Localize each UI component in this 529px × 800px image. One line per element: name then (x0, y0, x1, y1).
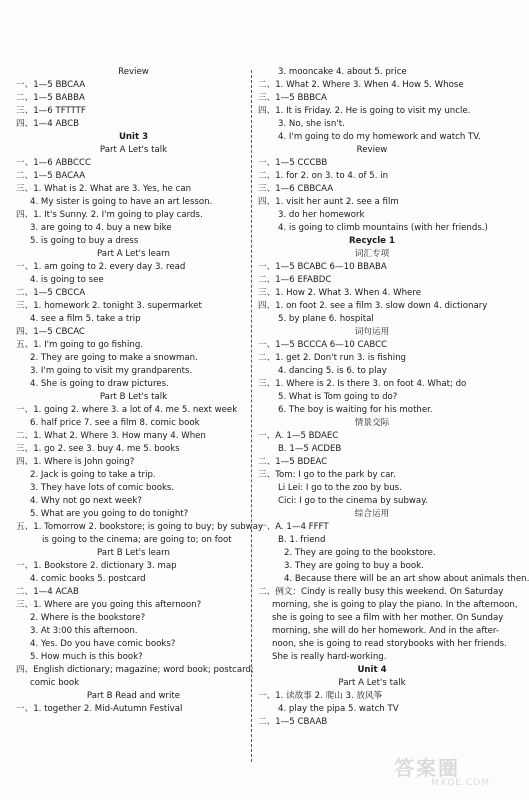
answer-line: 二、1—5 CBAAB (258, 717, 328, 727)
answer-line: morning, she will do her homework. And in the after- (272, 626, 499, 636)
answer-line: she is going to see a film with her mother. On Sunday (272, 613, 504, 623)
answer-line: 三、Tom: I go to the park by car. (258, 470, 396, 480)
section-heading: 情景交际 (354, 418, 390, 428)
answer-line: 二、1—6 EFABDC (258, 275, 332, 285)
answer-line: 二、1. What 2. Where 3. How many 4. When (16, 431, 206, 441)
answer-line: 三、1—5 BBBCA (258, 93, 327, 103)
watermark-logo: 答案圈 MXQE.COM (394, 756, 490, 788)
section-heading: Part B Let's talk (99, 392, 168, 402)
answer-line: 3. At 3:00 this afternoon. (30, 626, 138, 636)
answer-line: 4. Because there will be an art show about animals then. (284, 574, 529, 584)
section-heading: Recycle 1 (349, 236, 395, 246)
answer-line: Cici: I go to the cinema by subway. (278, 496, 428, 506)
section-heading: Part A Let's talk (99, 145, 168, 155)
answer-line: 2. They are going to make a snowman. (30, 353, 198, 363)
section-heading: Part A Let's talk (338, 678, 406, 688)
answer-line: 五、1. Tomorrow 2. bookstore; is going to buy; by subway (16, 522, 264, 532)
section-heading: Part A Let's learn (97, 249, 170, 259)
answer-line: 四、1. It's Sunny. 2. I'm going to play cards. (16, 210, 203, 220)
answer-line: Li Lei: I go to the zoo by bus. (278, 483, 402, 493)
answer-line: B. 1. friend (278, 535, 326, 545)
answer-line: 二、1. What 2. Where 3. When 4. How 5. Whose (258, 80, 464, 90)
answer-line: 3. I'm going to visit my grandparents. (30, 366, 193, 376)
answer-line: 2. They are going to the bookstore. (284, 548, 436, 558)
answer-line: 三、1. homework 2. tonight 3. supermarket (16, 301, 202, 311)
answer-line: 二、1—5 BACAA (16, 171, 86, 181)
answer-line: 4. Why not go next week? (30, 496, 142, 506)
answer-line: 一、1—5 BCABC 6—10 BBABA (258, 262, 387, 272)
answer-line: 3. They have lots of comic books. (30, 483, 175, 493)
answer-line: 4. My sister is going to have an art lesson. (30, 197, 213, 207)
answer-line: 二、1—5 CBCCA (16, 288, 86, 298)
answer-line: 二、1. get 2. Don't run 3. is fishing (258, 353, 406, 363)
answer-line: 2. Jack is going to take a trip. (30, 470, 156, 480)
answer-line: 一、1—5 BBCAA (16, 80, 86, 90)
answer-line: 2. Where is the bookstore? (30, 613, 146, 623)
answer-line: 4. comic books 5. postcard (30, 574, 146, 584)
section-heading: Review (118, 67, 149, 77)
column-divider (251, 70, 252, 762)
answer-line: 一、A. 1—4 FFFT (258, 522, 329, 532)
section-heading: Part B Let's learn (97, 548, 170, 558)
answer-line: comic book (30, 678, 80, 688)
answer-line: She is really hard-working. (272, 652, 387, 662)
answer-line: 三、1. go 2. see 3. buy 4. me 5. books (16, 444, 180, 454)
answer-line: 4. see a film 5. take a trip (30, 314, 141, 324)
answer-line: 二、1. for 2. on 3. to 4. of 5. in (258, 171, 389, 181)
answer-line: 4. She is going to draw pictures. (30, 379, 169, 389)
answer-line: 一、1. together 2. Mid-Autumn Festival (16, 704, 183, 714)
answer-line: 3. mooncake 4. about 5. price (278, 67, 407, 77)
answer-line: 4. play the pipa 5. watch TV (278, 704, 399, 714)
right-column (258, 66, 529, 729)
answer-line: noon, she is going to read storybooks with her friends. (272, 639, 507, 649)
answer-line: 二、例文：Cindy is really busy this weekend. On Saturday (258, 587, 504, 597)
section-heading: Part B Read and write (86, 691, 181, 701)
answer-line: 5. What is Tom going to do? (278, 392, 398, 402)
answer-line: 4. is going to climb mountains (with her friends.) (278, 223, 488, 233)
answer-line: is going to the cinema; are going to; on foot (42, 535, 232, 545)
answer-line: 三、1. What is 2. What are 3. Yes, he can (16, 184, 192, 194)
answer-line: 四、1—4 ABCB (16, 119, 79, 129)
answer-line: 五、1. I'm going to go fishing. (16, 340, 144, 350)
answer-line: 二、1—4 ACAB (16, 587, 79, 597)
answer-line: 一、1. Bookstore 2. dictionary 3. map (16, 561, 177, 571)
answer-line: 6. The boy is waiting for his mother. (278, 405, 433, 415)
answer-line: 5. is going to buy a dress (30, 236, 139, 246)
left-column (16, 66, 264, 716)
section-heading: 词汇专项 (354, 249, 390, 259)
answer-line: 一、1. 读故事 2. 爬山 3. 放风筝 (258, 691, 383, 701)
section-heading: Review (356, 145, 388, 155)
answer-line: 一、A. 1—5 BDAEC (258, 431, 339, 441)
answer-line: 6. half price 7. see a film 8. comic book (30, 418, 200, 428)
answer-line: 4. dancing 5. is 6. to play (278, 366, 387, 376)
section-heading: 词句运用 (354, 327, 390, 337)
answer-line: 一、1—5 BCCCA 6—10 CABCC (258, 340, 388, 350)
answer-line: 3. are going to 4. buy a new bike (30, 223, 172, 233)
answer-line: 二、1—5 BDEAC (258, 457, 328, 467)
answer-line: 二、1—5 BABBA (16, 93, 85, 103)
answer-line: 三、1. Where are you going this afternoon? (16, 600, 202, 610)
answer-line: 5. What are you going to do tonight? (30, 509, 189, 519)
answer-line: 5. by plane 6. hospital (278, 314, 374, 324)
answer-line: 一、1. am going to 2. every day 3. read (16, 262, 186, 272)
answer-line: 3. No, she isn't. (278, 119, 345, 129)
answer-line: 三、1. How 2. What 3. When 4. Where (258, 288, 421, 298)
answer-line: 四、1. It is Friday. 2. He is going to visit my uncle. (258, 106, 471, 116)
answer-line: 四、English dictionary; magazine; word book; postcard; (16, 665, 254, 675)
answer-line: 4. I'm going to do my homework and watch TV. (278, 132, 481, 142)
answer-line: 三、1. Where is 2. Is there 3. on foot 4. What; do (258, 379, 467, 389)
answer-line: 4. Yes. Do you have comic books? (30, 639, 176, 649)
answer-line: 四、1. visit her aunt 2. see a film (258, 197, 399, 207)
section-heading: 综合运用 (354, 509, 390, 519)
answer-line: morning, she is going to play the piano. In the afternoon, (272, 600, 518, 610)
answer-line: 一、1—6 ABBCCC (16, 158, 91, 168)
answer-line: 四、1. Where is John going? (16, 457, 135, 467)
section-heading: Unit 4 (357, 665, 387, 675)
answer-line: 三、1—6 TFTTTF (16, 106, 86, 116)
answer-line: B. 1—5 ACDEB (278, 444, 342, 454)
answer-line: 一、1. going 2. where 3. a lot of 4. me 5. next week (16, 405, 238, 415)
answer-line: 一、1—5 CCCBB (258, 158, 328, 168)
section-heading: Unit 3 (118, 132, 149, 142)
answer-line: 4. is going to see (30, 275, 104, 285)
answer-line: 三、1—6 CBBCAA (258, 184, 334, 194)
answer-line: 3. do her homework (278, 210, 365, 220)
answer-line: 5. How much is this book? (30, 652, 143, 662)
answer-line: 3. They are going to buy a book. (284, 561, 424, 571)
answer-line: 四、1. on foot 2. see a film 3. slow down 4. dictionary (258, 301, 488, 311)
answer-line: 四、1—5 CBCAC (16, 327, 85, 337)
